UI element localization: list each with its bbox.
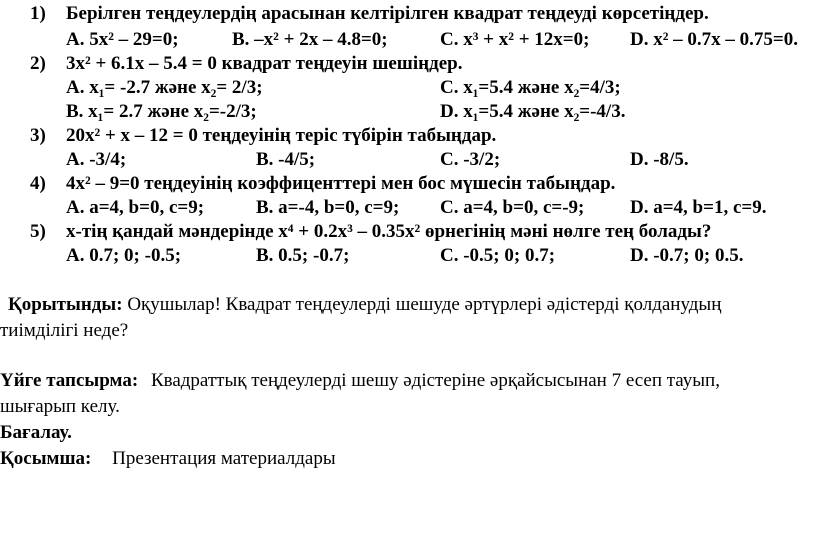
option-d: D. -0.7; 0; 0.5.	[630, 245, 744, 266]
homework-label: Үйге тапсырма:	[0, 370, 139, 391]
option-d: D. x₁=5.4 және x₂=-4/3.	[440, 101, 626, 122]
option-d: D. -8/5.	[630, 149, 689, 170]
question-number: 4)	[30, 173, 46, 194]
question-number: 1)	[30, 3, 46, 24]
option-d: D. a=4, b=1, c=9.	[630, 197, 767, 218]
conclusion-label: Қорытынды:	[8, 294, 123, 315]
question-stem: 4x² – 9=0 теңдеуінің коэффиценттері мен бос мүшесін табыңдар.	[66, 173, 616, 194]
option-a: A. a=4, b=0, c=9;	[66, 197, 205, 218]
appendix-line	[0, 446, 336, 472]
option-c: C. x₁=5.4 және x₂=4/3;	[440, 77, 621, 98]
conclusion-text: Оқушылар! Квадрат теңдеулерді шешуде әртүрлері әдістерді қолданудың	[127, 294, 722, 315]
question-number: 2)	[30, 53, 46, 74]
question-stem: 20x² + x – 12 = 0 теңдеуінің теріс түбірін табыңдар.	[66, 125, 497, 146]
grading-label: Бағалау.	[0, 422, 72, 443]
option-c: C. a=4, b=0, c=-9;	[440, 197, 585, 218]
option-b: B. 0.5; -0.7;	[256, 245, 350, 266]
option-c: C. -0.5; 0; 0.7;	[440, 245, 556, 266]
option-a: A. x₁= -2.7 және x₂= 2/3;	[66, 77, 263, 98]
conclusion-line-2: тиімділігі неде?	[0, 320, 129, 341]
question-stem: Берілген теңдеулердің арасынан келтірілген квадрат теңдеуді көрсетіңдер.	[66, 3, 709, 24]
homework-line-1	[0, 368, 720, 394]
option-b: B. x₁= 2.7 және x₂=-2/3;	[66, 101, 257, 122]
option-c: C. -3/2;	[440, 149, 501, 170]
option-b: B. a=-4, b=0, c=9;	[256, 197, 400, 218]
option-b: B. -4/5;	[256, 149, 316, 170]
option-b: B. –x² + 2x – 4.8=0;	[232, 29, 388, 50]
option-c: C. x³ + x² + 12x=0;	[440, 29, 590, 50]
question-stem: 3x² + 6.1x – 5.4 = 0 квадрат теңдеуін шешіңдер.	[66, 53, 463, 74]
option-a: A. -3/4;	[66, 149, 127, 170]
question-number: 3)	[30, 125, 46, 146]
option-a: A. 0.7; 0; -0.5;	[66, 245, 182, 266]
question-stem: x-тің қандай мәндерінде x⁴ + 0.2x³ – 0.35x² өрнегінің мәні нөлге тең болады?	[66, 221, 712, 242]
appendix-text: Презентация материалдары	[112, 448, 336, 469]
conclusion-line-1	[8, 292, 721, 318]
homework-text: Квадраттық теңдеулерді шешу әдістеріне әрқайсысынан 7 есеп тауып,	[150, 370, 720, 391]
option-d: D. x² – 0.7x – 0.75=0.	[630, 29, 798, 50]
question-number: 5)	[30, 221, 46, 242]
appendix-label: Қосымша:	[0, 448, 92, 469]
homework-line-2: шығарып келу.	[0, 396, 120, 417]
option-a: A. 5x² – 29=0;	[66, 29, 179, 50]
